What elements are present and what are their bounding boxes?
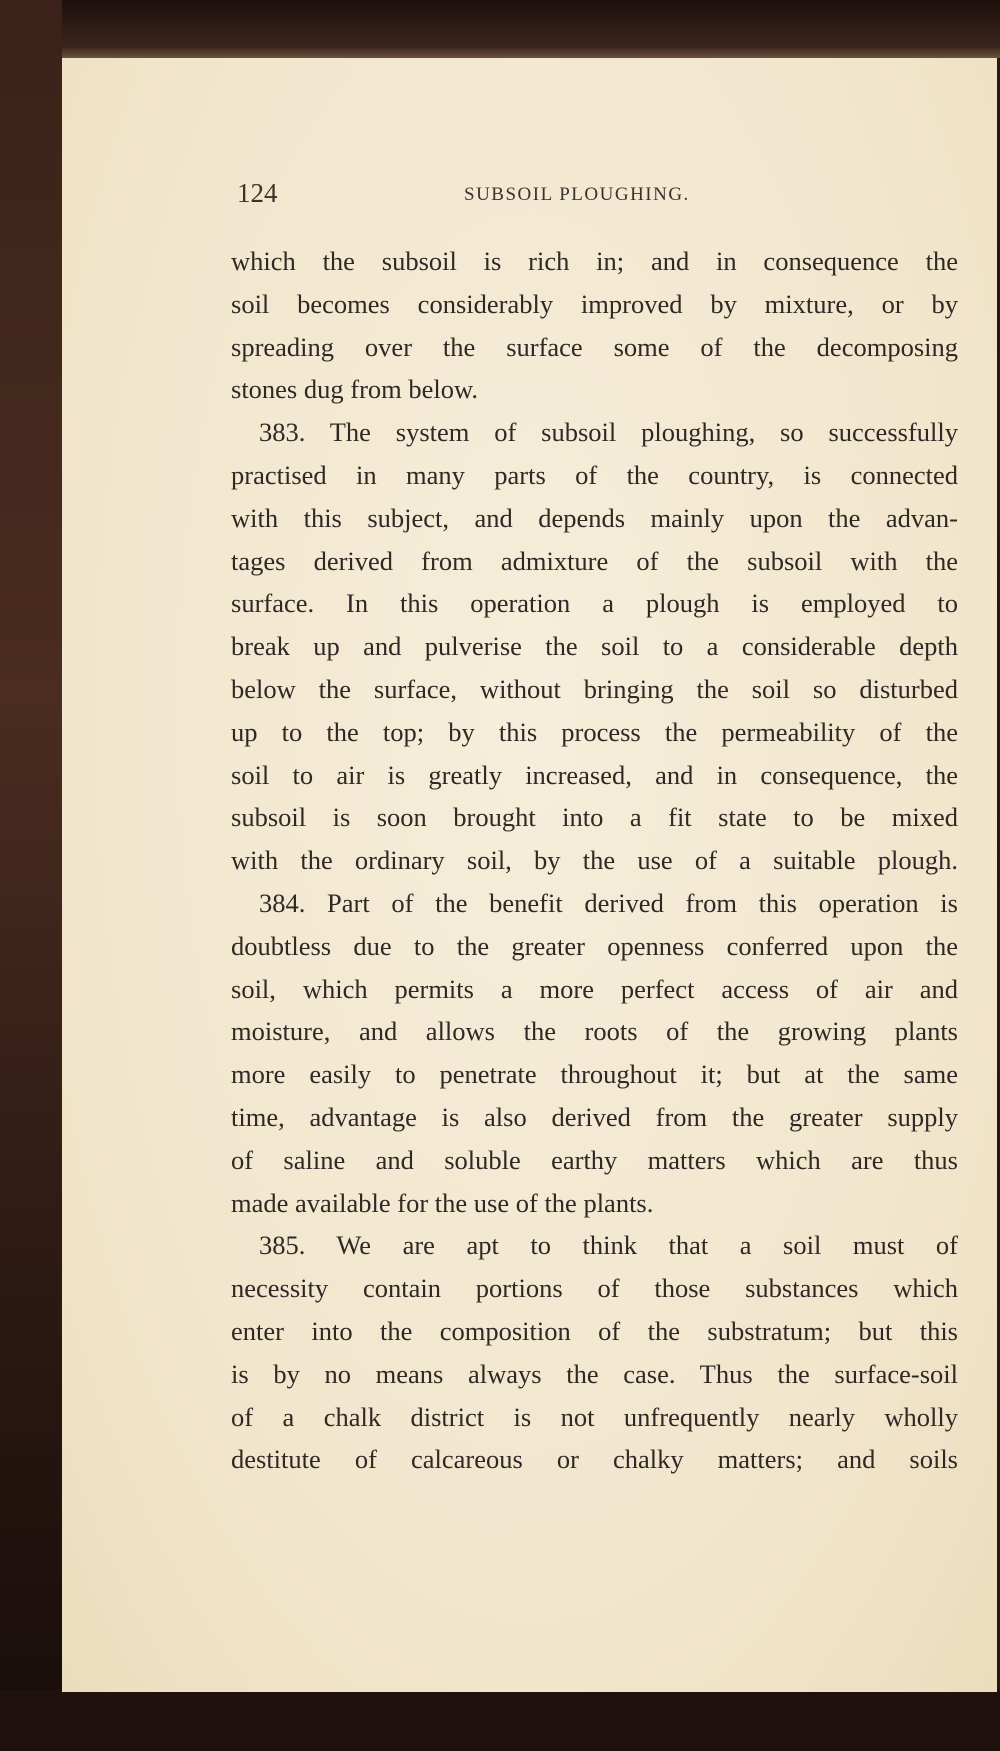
page-number: 124 [237, 178, 278, 208]
page-body [231, 240, 958, 1481]
text-line: more easily to penetrate throughout it; but at the same [231, 1059, 958, 1090]
text-line: doubtless due to the greater openness conferred upon the [231, 930, 958, 961]
text-line: which the subsoil is rich in; and in consequence the [231, 246, 958, 276]
text-line: 385. We are apt to think that a soil must of [259, 1230, 958, 1261]
text-line: is by no means always the case. Thus the surface-soil [231, 1358, 958, 1389]
text-line: moisture, and allows the roots of the growing plants [231, 1016, 958, 1047]
text-line: soil, which permits a more perfect access of air and [231, 973, 958, 1004]
text-line: of a chalk district is not unfrequently nearly wholly [231, 1401, 958, 1432]
text-line: necessity contain portions of those substances which [231, 1273, 958, 1304]
text-line: surface. In this operation a plough is employed to [231, 588, 958, 619]
text-line: subsoil is soon brought into a fit state to be mixed [231, 802, 958, 833]
text-line: with this subject, and depends mainly upon the advan- [231, 502, 958, 533]
text-line: time, advantage is also derived from the greater supply [231, 1101, 958, 1132]
text-line: with the ordinary soil, by the use of a suitable plough. [231, 845, 958, 876]
text-line: break up and pulverise the soil to a considerable depth [231, 631, 958, 662]
text-line: spreading over the surface some of the decomposing [231, 331, 958, 362]
book-binding [0, 0, 62, 1751]
page-header [0, 178, 1000, 212]
book-cover-top [0, 0, 1000, 58]
text-line: destitute of calcareous or chalky matters; and soils [231, 1444, 958, 1475]
text-line: 384. Part of the benefit derived from this operation is [259, 887, 958, 918]
text-line: tages derived from admixture of the subsoil with the [231, 545, 958, 576]
text-line: practised in many parts of the country, is connected [231, 459, 958, 490]
text-line: of saline and soluble earthy matters which are thus [231, 1144, 958, 1175]
text-line: enter into the composition of the substratum; but this [231, 1315, 958, 1346]
text-line: stones dug from below. [231, 374, 479, 405]
text-line: up to the top; by this process the permeability of the [231, 716, 958, 747]
text-line: soil becomes considerably improved by mixture, or by [231, 288, 958, 319]
book-cover-bottom [0, 1690, 1000, 1751]
running-title: SUBSOIL PLOUGHING. [464, 184, 690, 205]
text-line: 383. The system of subsoil ploughing, so successfully [259, 417, 958, 448]
text-line: soil to air is greatly increased, and in consequence, the [231, 759, 958, 790]
text-line: below the surface, without bringing the soil so disturbed [231, 673, 958, 704]
text-line: made available for the use of the plants. [231, 1187, 654, 1218]
